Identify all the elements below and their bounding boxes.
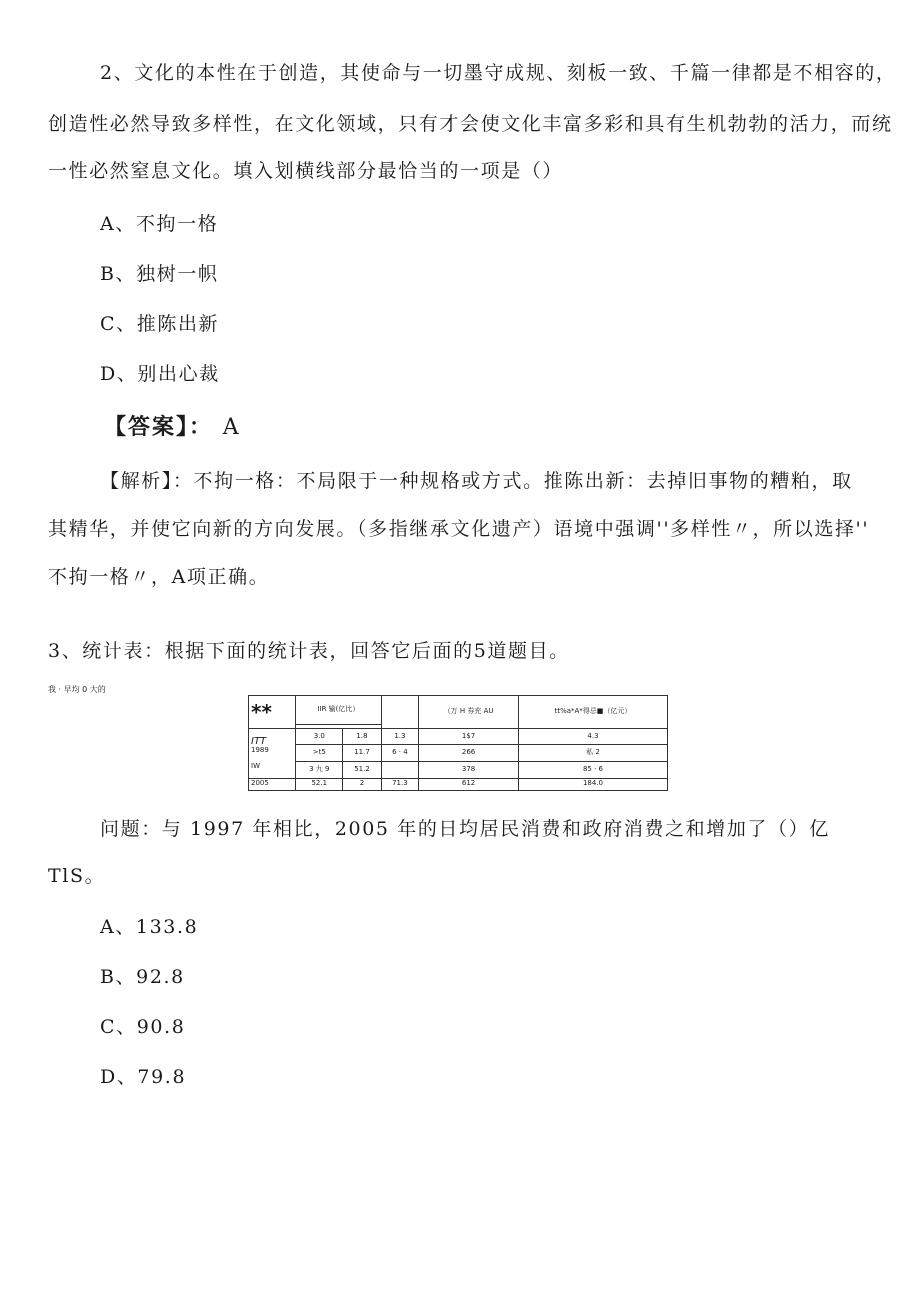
question-3-text: 问题：与 1997 年相比，2005 年的日均居民消费和政府消费之和增加了（）亿	[100, 818, 830, 840]
table-cell: 85 · 6	[519, 761, 668, 778]
q3-option-b: B、92.8	[100, 966, 185, 988]
q2-analysis-line-1: 【解析】：不拘一格：不局限于一种规格或方式。推陈出新：去掉旧事物的糟粕，取	[100, 470, 853, 492]
table-cell: 私 2	[519, 745, 668, 762]
table-row	[249, 761, 668, 778]
table-cell: 612	[419, 778, 519, 790]
table-row	[249, 745, 668, 762]
q3-option-d: D、79.8	[100, 1066, 187, 1088]
q2-option-d: D、别出心裁	[100, 363, 220, 385]
table-cell: 2	[343, 778, 381, 790]
table-row	[249, 728, 668, 745]
table-cell: 1.8	[343, 728, 381, 745]
question-3-intro: 3、统计表：根据下面的统计表，回答它后面的5道题目。	[48, 640, 570, 662]
table-cell: 1.3	[381, 728, 418, 745]
table-cell	[381, 761, 418, 778]
table-cell: 51.2	[343, 761, 381, 778]
answer-label: 【答案】：	[104, 415, 214, 440]
table-cell: 266	[419, 745, 519, 762]
table-header-col1: IIR 输(亿比）	[296, 696, 381, 725]
table-cell: 4.3	[519, 728, 668, 745]
table-note: 我 · 早均 0 大的	[48, 685, 106, 694]
q2-option-a: A、不拘一格	[100, 213, 219, 235]
q2-analysis-line-3: 不拘一格〃，A项正确。	[48, 566, 270, 588]
q3-option-a: A、133.8	[100, 916, 199, 938]
table-cell: 378	[419, 761, 519, 778]
question-2-line-3: 一性必然窒息文化。填入划横线部分最恰当的一项是（）	[48, 160, 564, 182]
table-cell: 52.1	[296, 778, 343, 790]
table-header-col4: tt%a*A*得忌■（亿元）	[519, 696, 668, 729]
table-header-col3: （万 H 券充 AU	[419, 696, 519, 729]
question-3-unit: TlS。	[48, 865, 106, 887]
q2-answer	[104, 410, 241, 441]
table-year-labels: ITT 1989 IW	[249, 728, 296, 778]
table-corner-cell: **	[249, 696, 296, 729]
q2-option-c: C、推陈出新	[100, 313, 220, 335]
question-2-line-2: 创造性必然导致多样性，在文化领域，只有才会使文化丰富多彩和具有生机勃勃的活力，而统	[48, 113, 893, 135]
q3-option-c: C、90.8	[100, 1016, 186, 1038]
table-cell: 184.0	[519, 778, 668, 790]
q2-option-b: B、独树一帜	[100, 263, 219, 285]
table-cell: 2005	[249, 778, 296, 790]
q2-analysis-line-2: 其精华，并使它向新的方向发展。（多指继承文化遗产）语境中强调''多样性〃，所以选择''	[48, 518, 870, 540]
table-cell: 11.7	[343, 745, 381, 762]
statistics-table	[248, 695, 668, 791]
table-cell: 3.0	[296, 728, 343, 745]
table-row	[249, 778, 668, 790]
table-header-blank	[381, 696, 418, 729]
table-cell: 1$7	[419, 728, 519, 745]
table-header-row	[249, 696, 668, 725]
table-cell: 6 · 4	[381, 745, 418, 762]
table-cell: >t5	[296, 745, 343, 762]
table-cell: 3 九 9	[296, 761, 343, 778]
answer-value: A	[222, 415, 241, 440]
question-2-line-1: 2、文化的本性在于创造，其使命与一切墨守成规、刻板一致、千篇一律都是不相容的，	[100, 62, 897, 84]
table-cell: 71.3	[381, 778, 418, 790]
